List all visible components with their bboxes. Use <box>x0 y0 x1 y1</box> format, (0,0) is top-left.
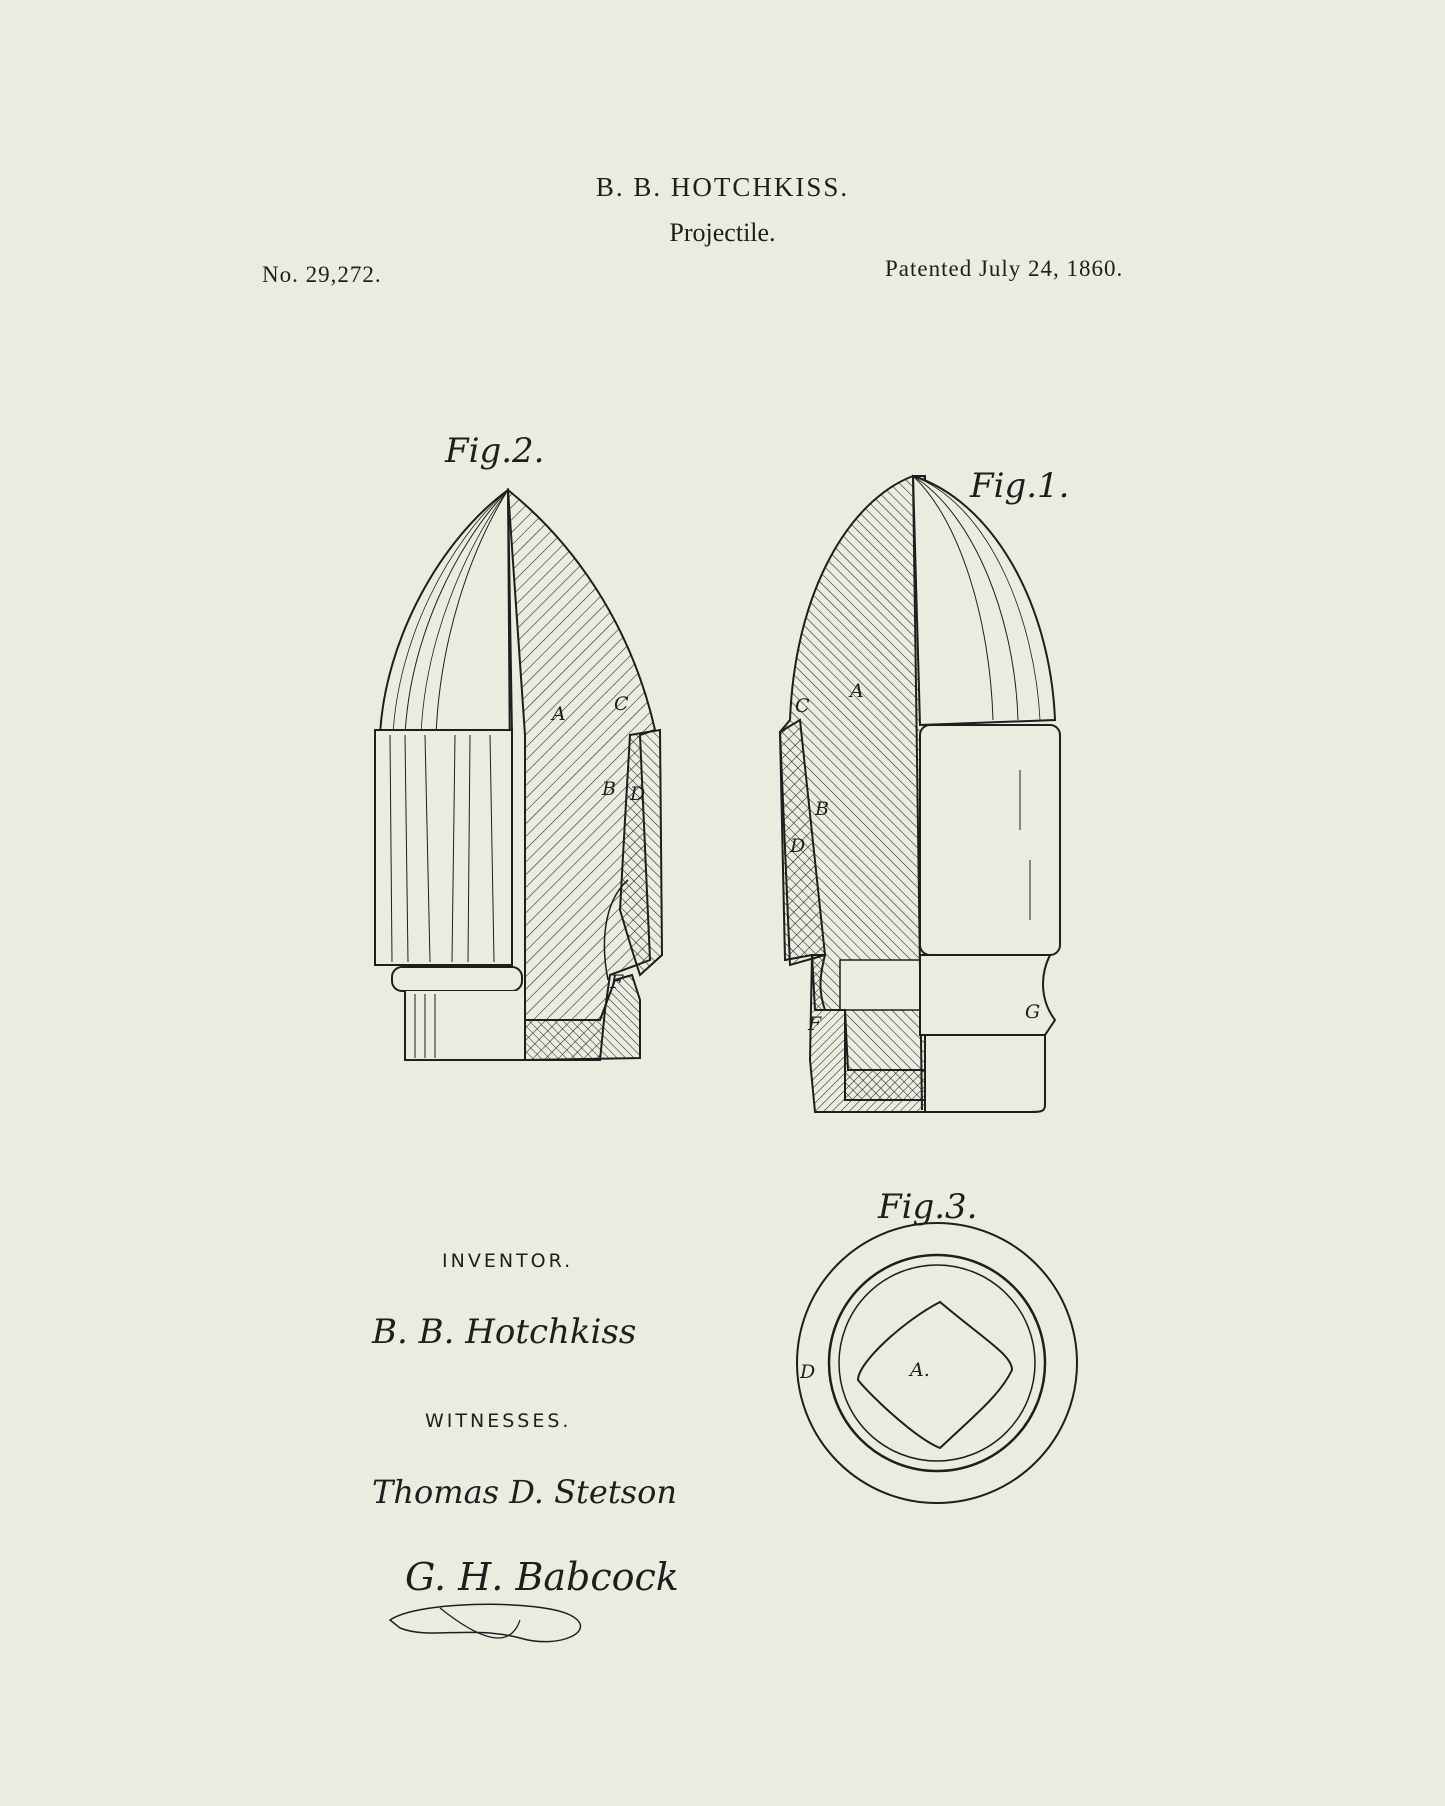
fig1-part-b: B <box>815 798 829 820</box>
fig2-part-a: A <box>552 703 566 725</box>
fig3-label: Fig.3. <box>878 1187 978 1227</box>
witness-2-signature: G. H. Babcock <box>405 1555 679 1599</box>
fig2-label: Fig.2. <box>445 431 545 471</box>
fig1-part-g: G <box>1025 1001 1041 1023</box>
inventor-signature: B. B. Hotchkiss <box>372 1312 637 1352</box>
fig2-part-b: B <box>602 778 616 800</box>
fig1-drawing <box>780 476 1060 1112</box>
inventor-heading: INVENTOR. <box>442 1250 574 1272</box>
fig3-drawing <box>797 1223 1077 1503</box>
fig1-part-d: D <box>790 835 806 857</box>
fig3-part-a: A. <box>910 1359 930 1381</box>
fig2-part-d: D <box>630 783 646 805</box>
fig2-part-c: C <box>614 693 629 715</box>
fig1-label: Fig.1. <box>970 466 1070 506</box>
fig2-part-f: F <box>610 971 624 993</box>
patent-number: No. 29,272. <box>262 262 382 287</box>
inventor-name-heading: B. B. HOTCHKISS. <box>595 172 850 202</box>
fig1-part-f: F <box>808 1013 822 1035</box>
witness-1-signature: Thomas D. Stetson <box>372 1473 677 1511</box>
fig1-part-a: A <box>850 680 864 702</box>
patent-date: Patented July 24, 1860. <box>885 256 1124 281</box>
fig1-part-c: C <box>795 695 810 717</box>
patent-title: Projectile. <box>669 218 776 247</box>
fig3-part-d: D <box>800 1361 816 1383</box>
witnesses-heading: WITNESSES. <box>425 1410 572 1432</box>
